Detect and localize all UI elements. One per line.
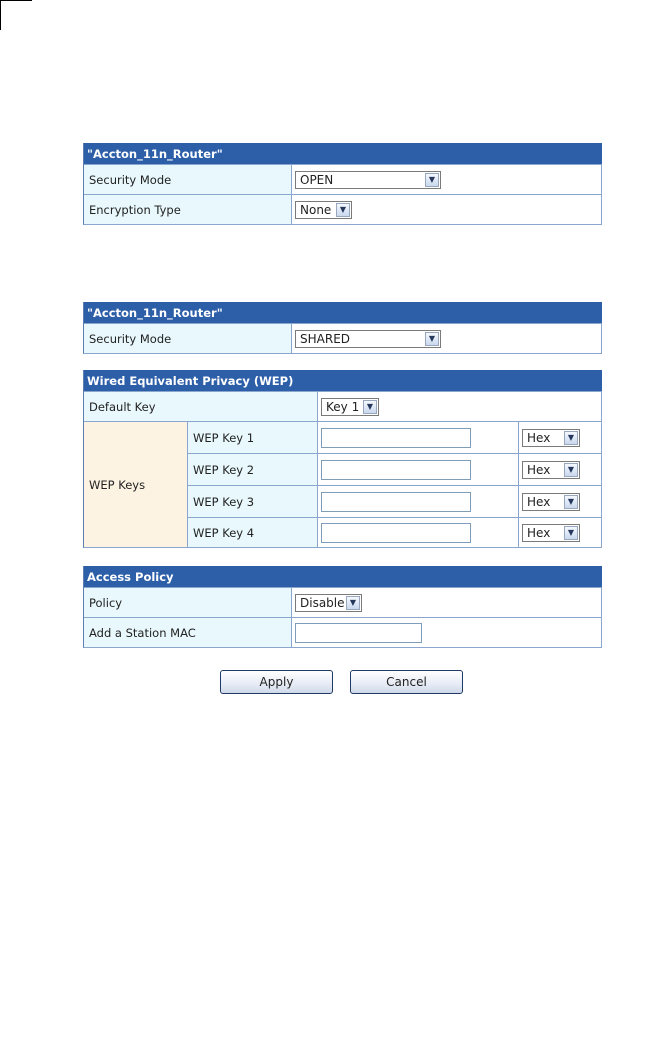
wep-key-format-value: Hex [527, 525, 551, 540]
wep-key-4-format-select[interactable] [522, 524, 580, 542]
security-mode-label: Security Mode [84, 323, 292, 353]
apply-button[interactable]: Apply [220, 670, 333, 694]
chevron-down-icon: ▼ [564, 526, 578, 540]
station-mac-input[interactable] [295, 623, 422, 643]
wep-key-format-cell [519, 421, 602, 453]
default-key-select[interactable] [321, 398, 379, 416]
chevron-down-icon: ▼ [425, 173, 439, 187]
panel-open-security [83, 143, 602, 225]
policy-cell [292, 587, 602, 617]
wep-key-1-input[interactable] [321, 428, 471, 448]
wep-key-input-cell [318, 453, 519, 485]
wep-key-1-format-select[interactable] [522, 429, 580, 447]
chevron-down-icon: ▼ [425, 332, 439, 346]
security-mode-label: Security Mode [84, 164, 292, 194]
chevron-down-icon: ▼ [363, 400, 377, 414]
wep-key-3-input[interactable] [321, 492, 471, 512]
wep-key-format-value: Hex [527, 430, 551, 445]
wep-key-2-input[interactable] [321, 460, 471, 480]
panel-title: "Accton_11n_Router" [84, 143, 602, 164]
wep-key-4-input[interactable] [321, 523, 471, 543]
wep-key-3-format-select[interactable] [522, 493, 580, 511]
encryption-type-label: Encryption Type [84, 194, 292, 224]
wep-keys-label: WEP Keys [84, 421, 188, 547]
wep-key-format-value: Hex [527, 494, 551, 509]
security-mode-cell [292, 164, 602, 194]
panel-wep [83, 370, 602, 548]
chevron-down-icon: ▼ [564, 431, 578, 445]
wep-key-label: WEP Key 1 [188, 421, 318, 453]
panel-access-policy [83, 566, 602, 648]
policy-value: Disable [300, 595, 345, 610]
panel-shared-security [83, 302, 602, 354]
wep-key-label: WEP Key 3 [188, 485, 318, 517]
wep-key-format-cell [519, 453, 602, 485]
security-mode-value: OPEN [300, 172, 334, 187]
wep-key-input-cell [318, 421, 519, 453]
default-key-value: Key 1 [326, 399, 360, 414]
corner-mark-vertical [0, 0, 1, 30]
station-mac-cell [292, 617, 602, 647]
default-key-cell [318, 391, 602, 421]
wep-key-label: WEP Key 2 [188, 453, 318, 485]
corner-mark-horizontal [0, 0, 32, 1]
wep-key-label: WEP Key 4 [188, 517, 318, 547]
chevron-down-icon: ▼ [564, 463, 578, 477]
wep-key-format-cell [519, 485, 602, 517]
chevron-down-icon: ▼ [336, 203, 350, 217]
policy-select[interactable] [295, 594, 362, 612]
wep-key-input-cell [318, 485, 519, 517]
chevron-down-icon: ▼ [346, 596, 360, 610]
wep-key-2-format-select[interactable] [522, 461, 580, 479]
policy-label: Policy [84, 587, 292, 617]
wep-key-format-value: Hex [527, 462, 551, 477]
cancel-button[interactable]: Cancel [350, 670, 463, 694]
panel-title: "Accton_11n_Router" [84, 302, 602, 323]
security-mode-select[interactable] [295, 171, 441, 189]
panel-title: Access Policy [84, 566, 602, 587]
chevron-down-icon: ▼ [564, 495, 578, 509]
wep-key-input-cell [318, 517, 519, 547]
encryption-type-cell [292, 194, 602, 224]
security-mode-cell [292, 323, 602, 353]
security-mode-value: SHARED [300, 331, 351, 346]
wep-key-format-cell [519, 517, 602, 547]
encryption-type-select[interactable] [295, 201, 352, 219]
station-mac-label: Add a Station MAC [84, 617, 292, 647]
encryption-type-value: None [300, 202, 332, 217]
security-mode-select[interactable] [295, 330, 441, 348]
panel-title: Wired Equivalent Privacy (WEP) [84, 370, 602, 391]
default-key-label: Default Key [84, 391, 318, 421]
